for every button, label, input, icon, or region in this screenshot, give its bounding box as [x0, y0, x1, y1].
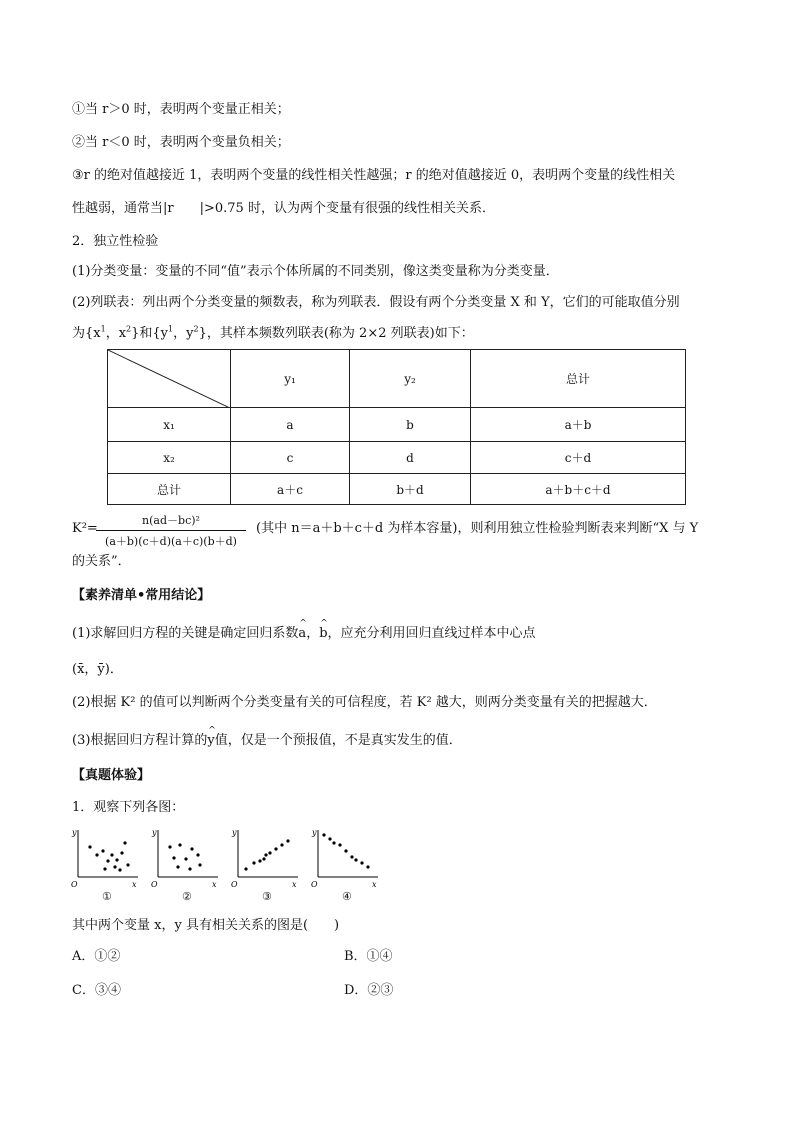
table-corner-cell: [108, 350, 231, 408]
scatter-plot-1: [70, 825, 140, 890]
axis-y-label: y: [312, 828, 317, 837]
axis-origin-label: O: [231, 880, 238, 889]
axis-x-label: x: [132, 880, 137, 889]
section-2-p2-line-1: (2)列联表：列出两个分类变量的频数表，称为列联表．假设有两个分类变量 X 和 Y，它们的可能取值分别: [72, 295, 680, 310]
exam-heading: 【真题体验】: [72, 768, 151, 783]
plot-label-4: ④: [342, 890, 352, 903]
section-2-p1: (1)分类变量：变量的不同“值”表示个体所属的不同类别，像这类变量称为分类变量．: [72, 264, 559, 279]
table-header-row: [108, 350, 686, 408]
formula-lhs: K²=: [72, 521, 98, 536]
diagonal-line-icon: [108, 350, 230, 408]
axis-y-label: y: [232, 828, 237, 837]
scatter-plot-2: [150, 825, 220, 890]
table-cell: x₁: [108, 408, 231, 442]
rule-2: ②当 r＜0 时，表明两个变量负相关；: [72, 135, 290, 150]
table-row: [108, 442, 686, 474]
table-cell: a＋b＋c＋d: [471, 474, 686, 505]
formula-tail-2: 的关系”．: [72, 554, 131, 569]
rule-3-line-1: ③r 的绝对值越接近 1，表明两个变量的线性相关性越强；r 的绝对值越接近 0，表明两个变量的线性相关: [72, 168, 676, 183]
plot-label-3: ③: [262, 890, 272, 903]
contingency-table: [107, 349, 686, 505]
section-2-p2-line-2: 为{$x^1$，$x^2$}和{$y^1$，$y^2$}，其样本频数列联表(称为 2×2 列联表)如下：: [72, 324, 474, 341]
table-cell: b＋d: [350, 474, 471, 505]
table-cell: d: [350, 442, 471, 474]
axis-x-label: x: [212, 880, 217, 889]
table-cell: a＋c: [231, 474, 350, 505]
option-b[interactable]: B．①④: [344, 949, 393, 964]
axis-y-label: y: [72, 828, 77, 837]
axis-x-label: x: [372, 880, 377, 889]
axis-origin-label: O: [151, 880, 158, 889]
plot-label-2: ②: [182, 890, 192, 903]
table-cell: b: [350, 408, 471, 442]
table-cell: 总计: [108, 474, 231, 505]
scatter-plot-3: [230, 825, 300, 890]
table-row: [108, 408, 686, 442]
axis-origin-label: O: [71, 880, 78, 889]
option-d[interactable]: D．②③: [344, 983, 394, 998]
table-cell: x₂: [108, 442, 231, 474]
option-c[interactable]: C．③④: [72, 983, 121, 998]
rule-3-line-2: 性越弱，通常当|r |>0.75 时，认为两个变量有很强的线性相关关系．: [72, 201, 495, 216]
plot-label-1: ①: [102, 890, 112, 903]
section-2-heading: 2．独立性检验: [72, 234, 159, 249]
table-cell: c＋d: [471, 442, 686, 474]
table-header-cell: y₂: [350, 350, 471, 408]
formula-numerator: n(ad－bc)²: [96, 512, 246, 531]
scatter-plot-4: [310, 825, 380, 890]
table-cell: a＋b: [471, 408, 686, 442]
table-cell: c: [231, 442, 350, 474]
formula-tail-1: (其中 n＝a＋b＋c＋d 为样本容量)，则利用独立性检验判断表来判断“X 与 Y: [256, 521, 699, 536]
formula-fraction: [96, 512, 246, 549]
option-a[interactable]: A．①②: [72, 949, 121, 964]
axis-y-label: y: [152, 828, 157, 837]
axis-origin-label: O: [311, 880, 318, 889]
table-row: [108, 474, 686, 505]
table-cell: a: [231, 408, 350, 442]
conclusion-1-point: (x̄，ȳ)．: [72, 662, 123, 677]
summary-heading: 【素养清单•常用结论】: [72, 588, 211, 603]
table-header-cell: y₁: [231, 350, 350, 408]
rule-1: ①当 r＞0 时，表明两个变量正相关；: [72, 102, 290, 117]
question-stem: 其中两个变量 x，y 具有相关关系的图是( ): [72, 918, 340, 933]
table-header-cell: 总计: [471, 350, 686, 408]
conclusion-2: (2)根据 K² 的值可以判断两个分类变量有关的可信程度，若 K² 越大，则两分类变量有关的把握越大．: [72, 695, 657, 710]
question-1: 1．观察下列各图：: [72, 800, 185, 815]
conclusion-1: (1)求解回归方程的关键是确定回归系数^ a，^ b，应充分利用回归直线过样本中心点: [72, 625, 536, 643]
conclusion-3: (3)根据回归方程计算的^ y值，仅是一个预报值，不是真实发生的值．: [72, 732, 462, 750]
formula-denominator: (a＋b)(c＋d)(a＋c)(b＋d): [105, 535, 237, 548]
axis-x-label: x: [292, 880, 297, 889]
